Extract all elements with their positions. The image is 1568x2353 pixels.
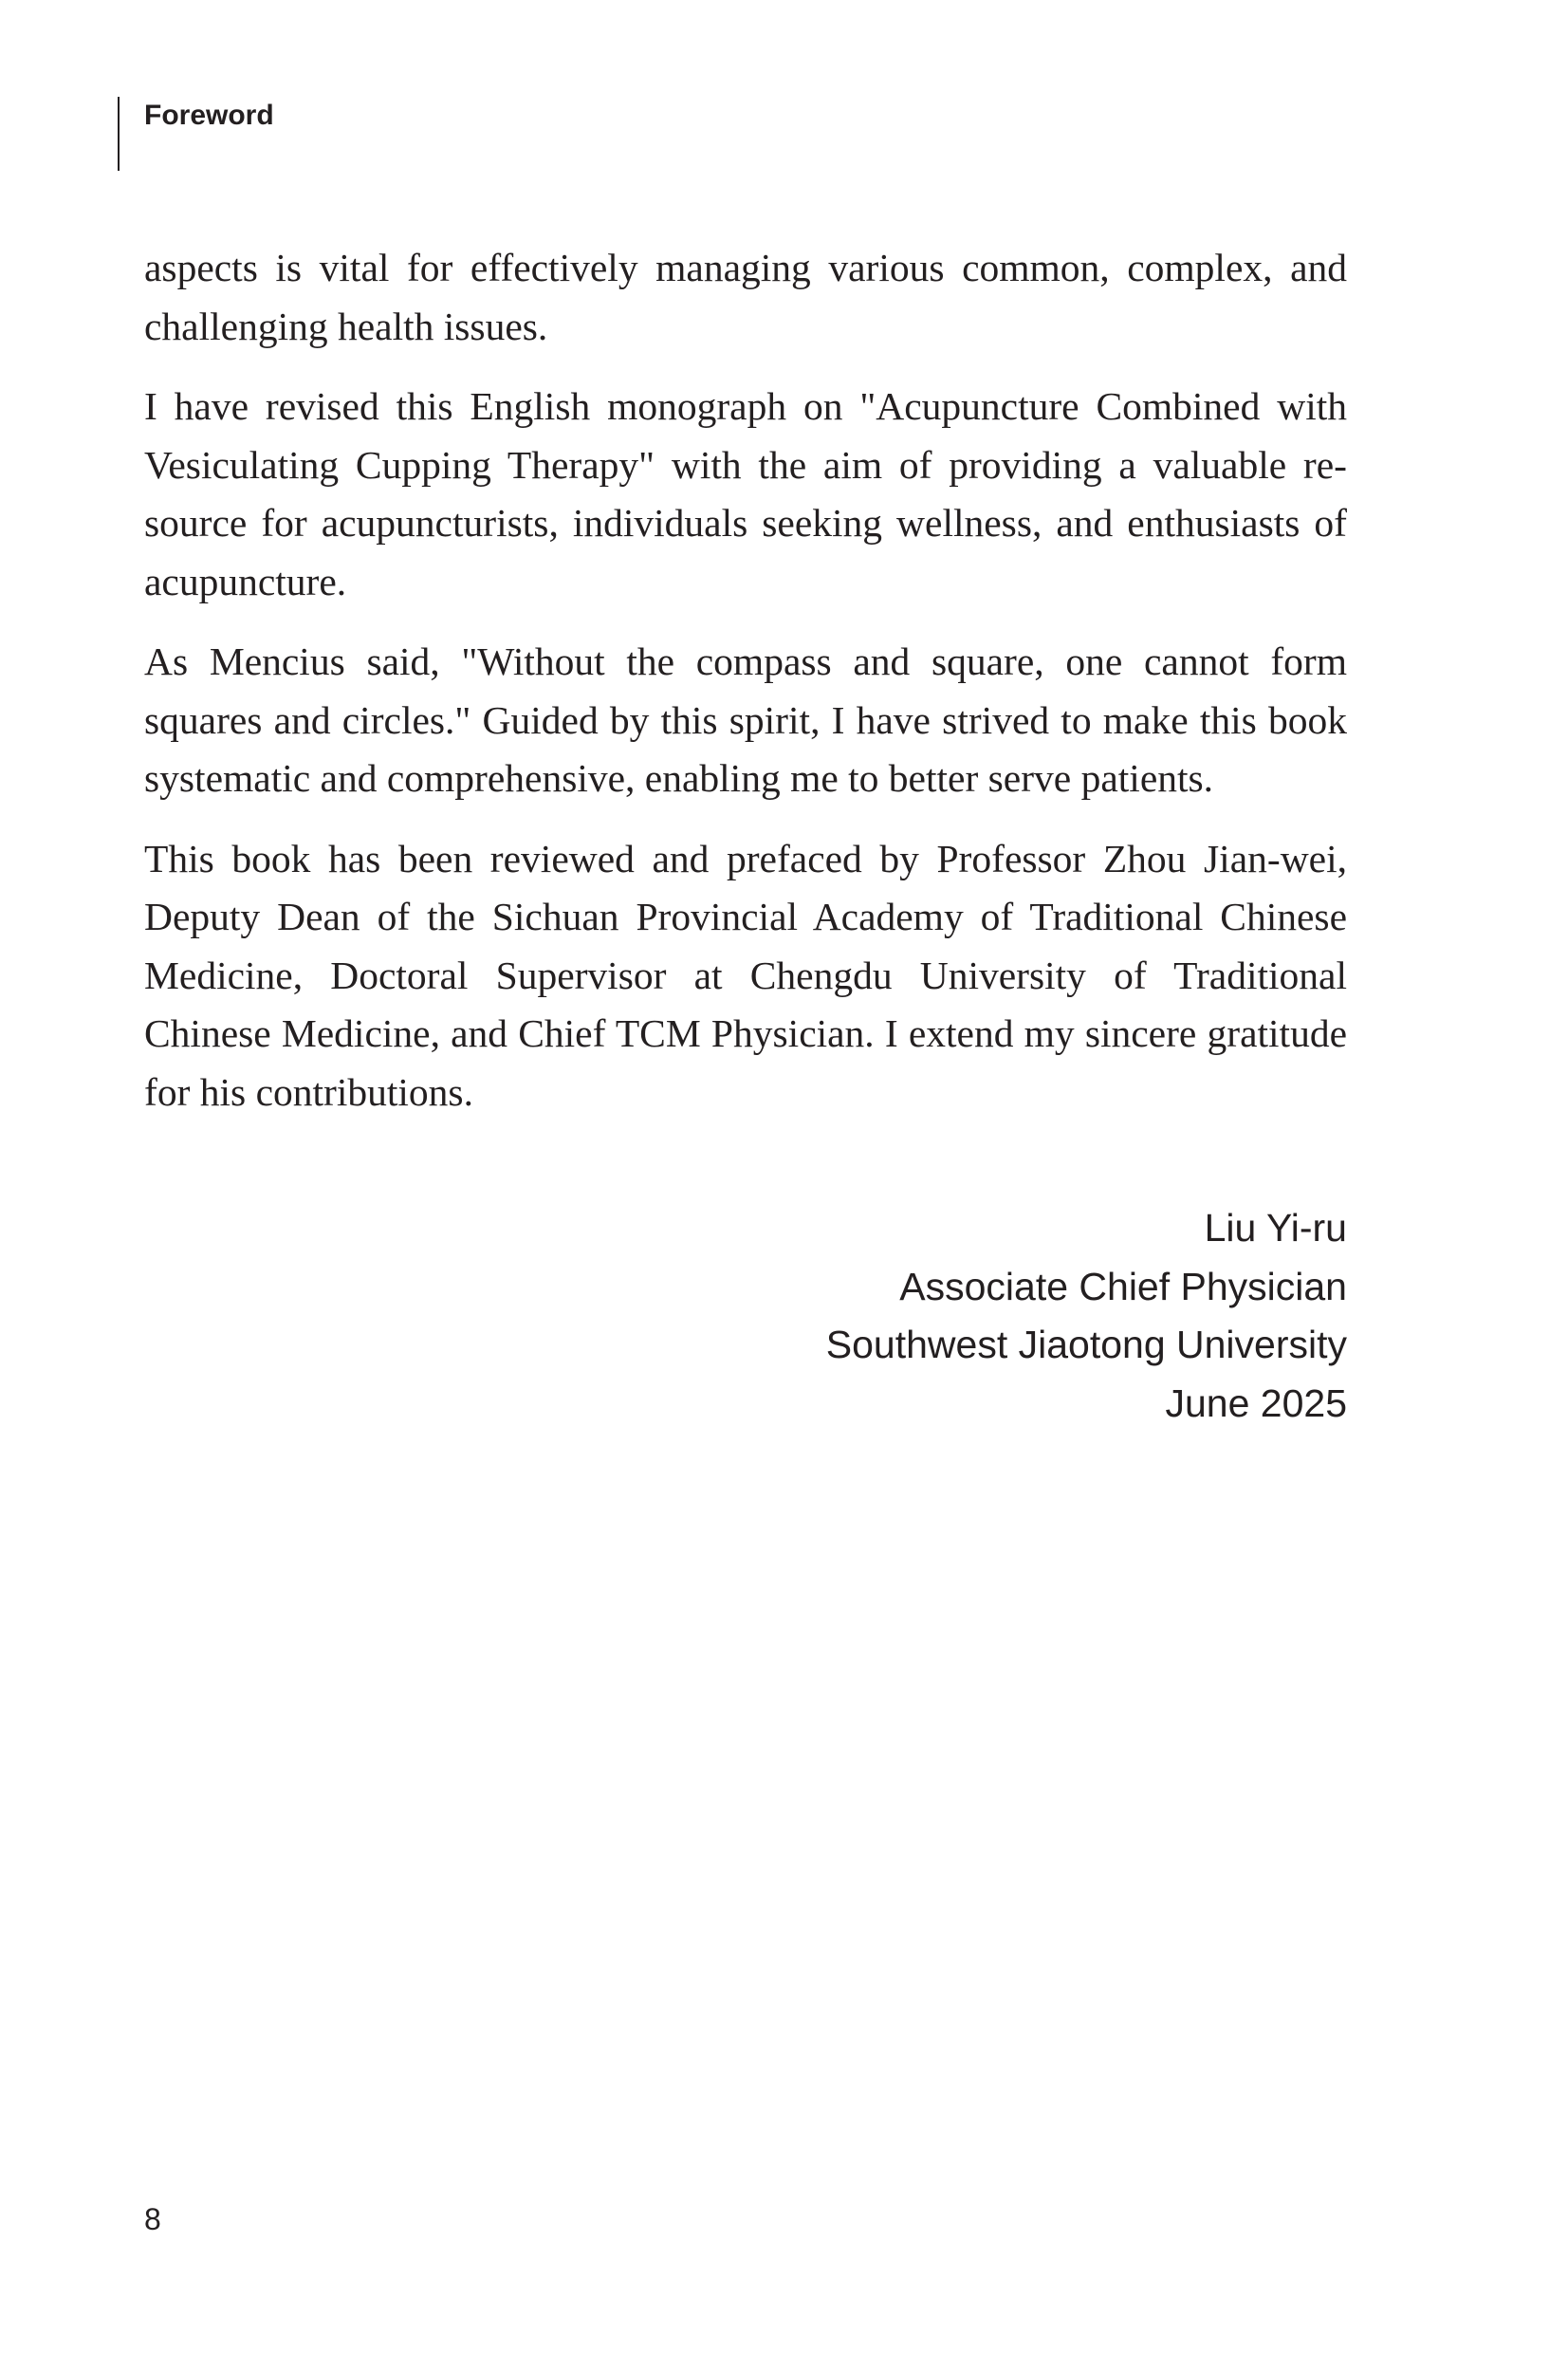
page-number: 8 [144,2202,161,2236]
signature-date: June 2025 [1165,1380,1347,1425]
author-name: Liu Yi-ru [1204,1206,1347,1250]
paragraph-3: As Mencius said, "Without the compass and square, one cannot form squares and circles." Guided by this spirit, I have strived to make this book systematic and comprehensive, enabling me to better serve patients. [144,639,1347,800]
signature-block [826,1199,1347,1433]
author-title: Associate Chief Physician [899,1264,1347,1308]
paragraph-1: aspects is vital for effectively managing various common, complex, and challenging health issues. [144,246,1347,348]
paragraph-4: This book has been reviewed and prefaced by Professor Zhou Jian-wei, Deputy Dean of the Sichuan Provincial Academy of Traditional Chinese Medicine, Doctoral Supervisor at Chengdu University of Traditional Chinese Medicine, and Chief TCM Physician. I extend my sincere gratitude for his contributions. [144,836,1347,1114]
foreword-body [144,239,1347,1143]
paragraph-2: I have revised this English monograph on "Acupuncture Combined with Vesiculating Cupping Therapy" with the aim of providing a valuable resource for acupuncturists, individuals seeking wellness, and enthusiasts of acupuncture. [144,384,1347,603]
running-head-title: Foreword [144,100,274,131]
running-head-rule [118,97,120,171]
author-institution: Southwest Jiaotong University [825,1323,1347,1366]
